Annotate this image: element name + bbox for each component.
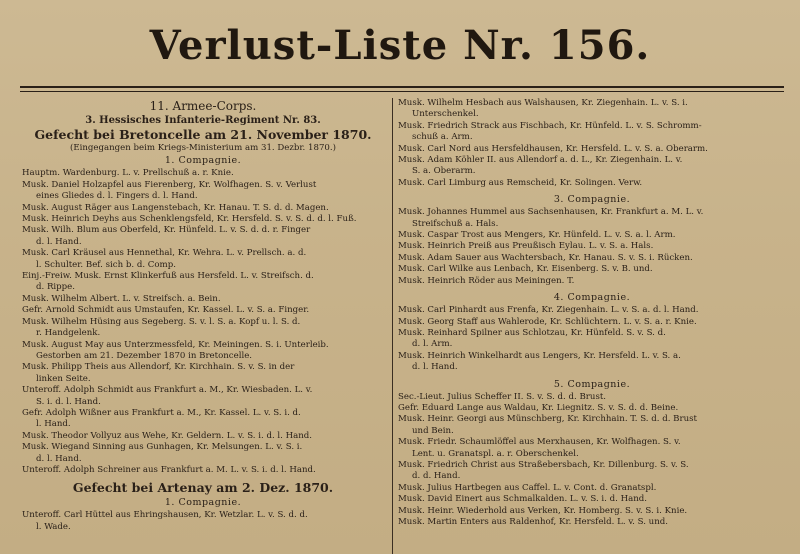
column-divider	[392, 98, 393, 554]
casualty-entry: Gefr. Eduard Lange aus Waldau, Kr. Liegnitz. S. v. S. d. d. Beine.	[398, 402, 679, 413]
casualty-entry-continuation: d. l. Hand.	[36, 453, 82, 464]
casualty-entry: Musk. Heinrich Deyhs aus Schenklengsfeld, Kr. Hersfeld. S. v. S. d. d. l. Fuß.	[22, 214, 357, 225]
casualty-list	[398, 305, 786, 373]
casualty-list	[22, 168, 384, 476]
casualty-list	[398, 98, 786, 189]
casualty-entry-continuation: l. Wade.	[36, 521, 71, 532]
received-note: (Eingegangen beim Kriegs-Ministerium am 31. Dezbr. 1870.)	[70, 143, 336, 153]
company-heading: 4. Compagnie.	[553, 292, 631, 304]
casualty-entry: Musk. Theodor Vollyuz aus Wehe, Kr. Geldern. L. v. S. i. d. l. Hand.	[22, 430, 313, 441]
casualty-entry: Musk. August May aus Unterzmessfeld, Kr. Meiningen. S. i. Unterleib.	[22, 339, 329, 350]
casualty-entry: Musk. Heinrich Winkelhardt aus Lengers, Kr. Hersfeld. L. v. S. a.	[398, 350, 681, 361]
casualty-entry: Musk. August Räger aus Langenstebach, Kr. Hanau. T. S. d. d. Magen.	[22, 202, 329, 213]
casualty-list	[398, 207, 786, 287]
casualty-entry-continuation: S. a. Oberarm.	[412, 166, 476, 177]
casualty-entry: Unteroff. Adolph Schmidt aus Frankfurt a. M., Kr. Wiesbaden. L. v.	[22, 385, 313, 396]
casualty-entry-continuation: Lent. u. Granatspl. a. r. Oberschenkel.	[412, 448, 579, 459]
casualty-entry-continuation: d. Rippe.	[36, 282, 76, 293]
casualty-entry: Musk. Daniel Holzapfel aus Fierenberg, Kr. Wolfhagen. S. v. Verlust	[22, 179, 317, 190]
company-heading: 3. Compagnie.	[553, 194, 631, 206]
title-rule-thick	[20, 86, 784, 88]
casualty-entry: Musk. Heinr. Georgi aus Münschberg, Kr. Kirchhain. T. S. d. d. Brust	[398, 414, 698, 425]
casualty-entry: Sec.-Lieut. Julius Scheffer II. S. v. S. d. d. Brust.	[398, 391, 607, 402]
casualty-entry: Musk. Wiegand Sinning aus Gunhagen, Kr. Melsungen. L. v. S. i.	[22, 442, 303, 453]
casualty-entry-continuation: Unterschenkel.	[412, 109, 479, 120]
casualty-entry: Musk. Caspar Trost aus Mengers, Kr. Hünfeld. L. v. S. a. l. Arm.	[398, 230, 676, 241]
company-heading: 5. Compagnie.	[553, 378, 631, 390]
title-rule-thin	[20, 91, 784, 92]
corps-heading: 11. Armee-Corps.	[149, 99, 257, 113]
casualty-entry: Musk. Carl Nord aus Hersfeldhausen, Kr. Hersfeld. L. v. S. a. Oberarm.	[398, 143, 708, 154]
casualty-entry: Unteroff. Carl Hüttel aus Ehringshausen, Kr. Wetzlar. L. v. S. d. d.	[22, 510, 308, 521]
casualty-entry: Musk. Friedrich Strack aus Fischbach, Kr. Hünfeld. L. v. S. Schromm-	[398, 120, 702, 131]
casualty-entry: Musk. Carl Limburg aus Remscheid, Kr. Solingen. Verw.	[398, 177, 643, 188]
casualty-entry: Musk. Adam Sauer aus Wachtersbach, Kr. Hanau. S. v. S. i. Rücken.	[398, 252, 693, 263]
casualty-entry-continuation: l. Schulter. Bef. sich b. d. Comp.	[36, 259, 176, 270]
casualty-entry: Musk. Georg Staff aus Wahlerode, Kr. Schlüchtern. L. v. S. a. r. Knie.	[398, 316, 697, 327]
casualty-entry-continuation: Streifschuß a. Hals.	[412, 218, 499, 229]
company-heading: 1. Compagnie.	[164, 155, 242, 167]
regiment-heading: 3. Hessisches Infanterie-Regiment Nr. 83.	[85, 115, 321, 126]
casualty-entry: Musk. David Einert aus Schmalkalden. L. v. S. i. d. Hand.	[398, 494, 647, 505]
casualty-entry-continuation: linken Seite.	[36, 373, 91, 384]
left-column	[22, 98, 384, 533]
casualty-entry-continuation: Gestorben am 21. Dezember 1870 in Bretoncelle.	[36, 350, 253, 361]
casualty-entry: Musk. Wilhelm Albert. L. v. Streifsch. a. Bein.	[22, 293, 221, 304]
casualty-entry: Musk. Heinr. Wiederhold aus Verken, Kr. Homberg. S. v. S. i. Knie.	[398, 505, 688, 516]
casualty-entry-continuation: S. i. d. l. Hand.	[36, 396, 101, 407]
casualty-entry-continuation: schuß a. Arm.	[412, 132, 473, 143]
company-heading: 1. Compagnie.	[164, 497, 242, 509]
page-title: Verlust-Liste Nr. 156.	[149, 22, 651, 69]
casualty-entry: Gefr. Adolph Wißner aus Frankfurt a. M., Kr. Kassel. L. v. S. i. d.	[22, 407, 301, 418]
casualty-entry: Musk. Reinhard Spilner aus Schlotzau, Kr. Hünfeld. S. v. S. d.	[398, 327, 666, 338]
casualty-list	[22, 510, 384, 533]
casualty-entry: Musk. Wilh. Blum aus Oberfeld, Kr. Hünfeld. L. v. S. d. d. r. Finger	[22, 225, 311, 236]
casualty-entry: Musk. Carl Kräusel aus Hennethal, Kr. Wehra. L. v. Prellsch. a. d.	[22, 248, 307, 259]
casualty-entry: Musk. Wilhelm Hüsing aus Segeberg. S. v. l. S. a. Kopf u. l. S. d.	[22, 316, 301, 327]
casualty-entry: Musk. Wilhelm Hesbach aus Walshausen, Kr. Ziegenhain. L. v. S. i.	[398, 98, 688, 108]
casualty-entry-continuation: r. Handgelenk.	[36, 328, 101, 339]
casualty-entry: Hauptm. Wardenburg. L. v. Prellschuß a. r. Knie.	[22, 168, 234, 179]
casualty-entry-continuation: d. l. Arm.	[412, 339, 453, 350]
casualty-entry: Musk. Heinrich Röder aus Meiningen. T.	[398, 275, 575, 286]
casualty-entry-continuation: eines Gliedes d. l. Fingers d. l. Hand.	[36, 191, 198, 202]
casualty-list	[398, 392, 786, 529]
casualty-entry-continuation: d. d. Hand.	[412, 471, 461, 482]
right-column	[398, 98, 786, 528]
casualty-entry: Musk. Johannes Hummel aus Sachsenhausen, Kr. Frankfurt a. M. L. v.	[398, 207, 704, 218]
casualty-entry: Gefr. Arnold Schmidt aus Umstaufen, Kr. Kassel. L. v. S. a. Finger.	[22, 305, 310, 316]
casualty-entry: Musk. Carl Wilke aus Lenbach, Kr. Eisenberg. S. v. B. und.	[398, 264, 653, 275]
casualty-entry: Musk. Philipp Theis aus Allendorf, Kr. Kirchhain. S. v. S. in der	[22, 362, 295, 373]
battle-heading-artenay: Gefecht bei Artenay am 2. Dez. 1870.	[72, 480, 334, 496]
casualty-entry: Musk. Heinrich Preiß aus Preußisch Eylau. L. v. S. a. Hals.	[398, 241, 654, 252]
casualty-entry: Musk. Carl Pinhardt aus Frenfa, Kr. Ziegenhain. L. v. S. a. d. l. Hand.	[398, 305, 699, 316]
casualty-entry: Musk. Friedrich Christ aus Straßebersbach, Kr. Dillenburg. S. v. S.	[398, 459, 689, 470]
battle-heading-bretoncelle: Gefecht bei Bretoncelle am 21. November 1870.	[34, 127, 372, 142]
casualty-entry: Musk. Martin Enters aus Raldenhof, Kr. Hersfeld. L. v. S. und.	[398, 517, 668, 527]
casualty-entry: Unteroff. Adolph Schreiner aus Frankfurt a. M. L. v. S. i. d. l. Hand.	[22, 464, 316, 475]
casualty-entry-continuation: l. Hand.	[36, 419, 71, 430]
casualty-entry-continuation: d. l. Hand.	[36, 236, 82, 247]
casualty-entry-continuation: und Bein.	[412, 425, 454, 436]
casualty-entry: Musk. Julius Hartbegen aus Caffel. L. v. Cont. d. Granatspl.	[398, 482, 657, 493]
casualty-entry: Einj.-Freiw. Musk. Ernst Klinkerfuß aus Hersfeld. L. v. Streifsch. d.	[22, 271, 314, 282]
casualty-entry: Musk. Friedr. Schaumlöffel aus Merxhausen, Kr. Wolfhagen. S. v.	[398, 437, 681, 448]
casualty-entry-continuation: d. l. Hand.	[412, 362, 458, 373]
casualty-entry: Musk. Adam Köhler II. aus Allendorf a. d. L., Kr. Ziegenhain. L. v.	[398, 155, 683, 166]
